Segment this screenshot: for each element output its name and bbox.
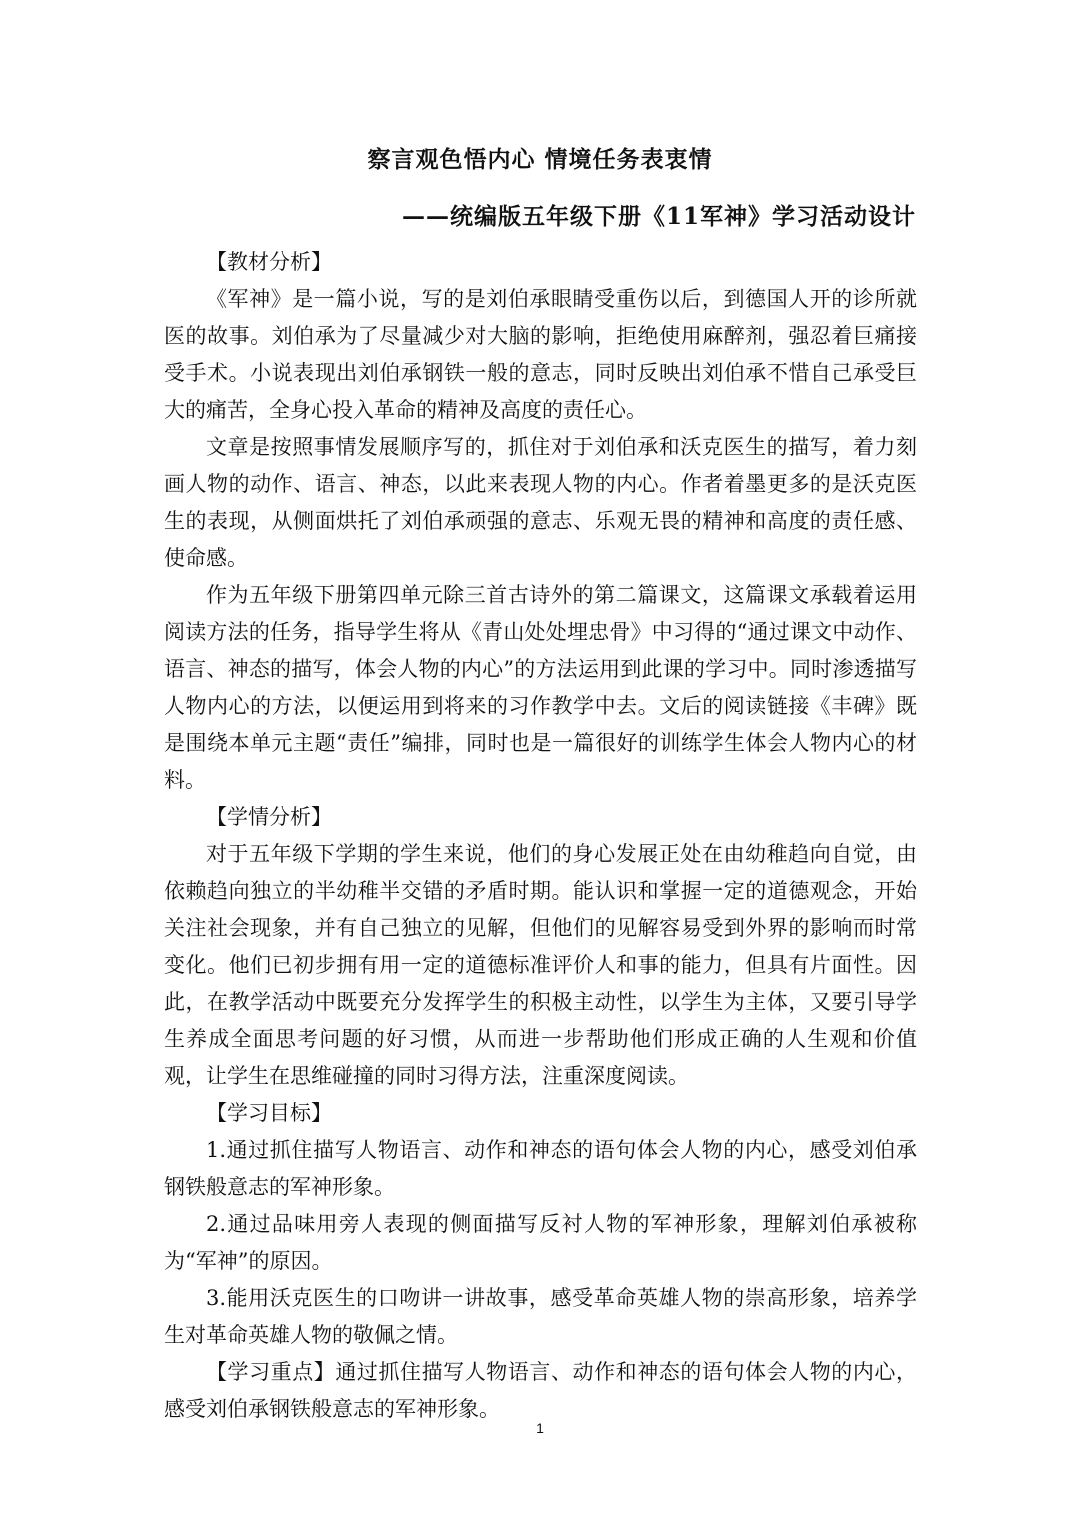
key-point-text: 通过抓住描写人物语言、动作和神态的语句体会人物的内心，感受刘伯承钢铁般意志的军神形象。 xyxy=(164,1360,917,1421)
key-point-label: 【学习重点】 xyxy=(206,1360,336,1384)
document-title: 察言观色悟内心 情境任务表衷情 xyxy=(367,146,713,173)
paragraph: 对于五年级下学期的学生来说，他们的身心发展正处在由幼稚趋向自觉，由依赖趋向独立的半幼稚半交错的矛盾时期。能认识和掌握一定的道德观念，开始关注社会现象，并有自己独立的见解，但他们的见解容易受到外界的影响而时常变化。他们已初步拥有用一定的道德标准评价人和事的能力，但具有片面性。因此，在教学活动中既要充分发挥学生的积极主动性，以学生为主体，又要引导学生养成全面思考问题的好习惯，从而进一步帮助他们形成正确的人生观和价值观，让学生在思维碰撞的同时习得方法，注重深度阅读。 xyxy=(164,842,917,1088)
paragraph: 作为五年级下册第四单元除三首古诗外的第二篇课文，这篇课文承载着运用阅读方法的任务，指导学生将从《青山处处埋忠骨》中习得的“通过课文中动作、语言、神态的描写，体会人物的内心”的方法运用到此课的学习中。同时渗透描写人物内心的方法，以便运用到将来的习作教学中去。文后的阅读链接《丰碑》既是围绕本单元主题“责任”编排，同时也是一篇很好的训练学生体会人物内心的材料。 xyxy=(164,583,917,792)
objective-item: 2.通过品味用旁人表现的侧面描写反衬人物的军神形象，理解刘伯承被称为“军神”的原因。 xyxy=(164,1212,917,1273)
document-body xyxy=(164,244,917,1428)
section-heading-learning-objectives: 【学习目标】 xyxy=(206,1101,332,1125)
section-heading-learner-analysis: 【学情分析】 xyxy=(206,805,332,829)
key-point-paragraph xyxy=(164,1354,917,1428)
objective-item: 1.通过抓住描写人物语言、动作和神态的语句体会人物的内心，感受刘伯承钢铁般意志的军神形象。 xyxy=(164,1138,917,1199)
paragraph: 文章是按照事情发展顺序写的，抓住对于刘伯承和沃克医生的描写，着力刻画人物的动作、语言、神态，以此来表现人物的内心。作者着墨更多的是沃克医生的表现，从侧面烘托了刘伯承顽强的意志、乐观无畏的精神和高度的责任感、使命感。 xyxy=(164,435,917,570)
section-heading-textbook-analysis: 【教材分析】 xyxy=(206,250,332,274)
page-number: 1 xyxy=(536,1420,544,1436)
paragraph: 《军神》是一篇小说，写的是刘伯承眼睛受重伤以后，到德国人开的诊所就医的故事。刘伯承为了尽量减少对大脑的影响，拒绝使用麻醉剂，强忍着巨痛接受手术。小说表现出刘伯承钢铁一般的意志，同时反映出刘伯承不惜自己承受巨大的痛苦，全身心投入革命的精神及高度的责任心。 xyxy=(164,287,917,422)
document-subtitle: ——统编版五年级下册《11军神》学习活动设计 xyxy=(401,203,916,230)
objective-item: 3.能用沃克医生的口吻讲一讲故事，感受革命英雄人物的崇高形象，培养学生对革命英雄人物的敬佩之情。 xyxy=(164,1286,917,1347)
